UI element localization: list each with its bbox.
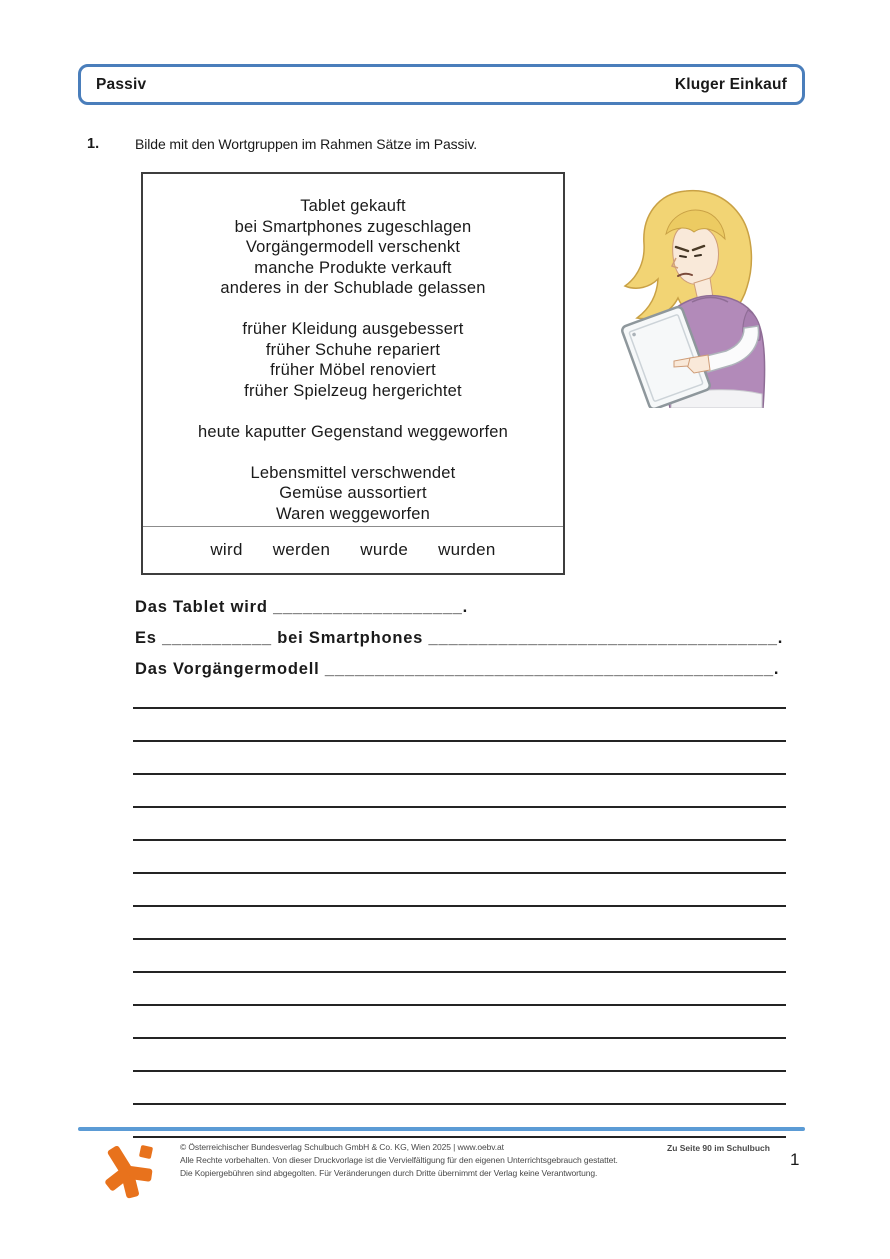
verb-row — [143, 526, 563, 573]
word-group-item: Vorgängermodell verschenkt — [245, 238, 461, 256]
verb-option: wurden — [438, 540, 496, 559]
writing-line — [133, 940, 786, 973]
word-group — [143, 463, 563, 525]
word-group — [143, 319, 563, 401]
copyright-line: © Österreichischer Bundesverlag Schulbuch GmbH & Co. KG, Wien 2025 | www.oebv.at — [180, 1142, 504, 1152]
writing-line — [133, 775, 786, 808]
writing-line — [133, 973, 786, 1006]
word-group-item: Gemüse aussortiert — [279, 484, 427, 502]
header-chapter: Kluger Einkauf — [674, 75, 787, 93]
task-number: 1. — [87, 136, 100, 152]
word-group — [143, 422, 563, 443]
writing-line — [133, 1006, 786, 1039]
footer-divider — [78, 1127, 805, 1131]
writing-line — [133, 808, 786, 841]
writing-line — [133, 1039, 786, 1072]
writing-line — [133, 676, 786, 709]
header-box — [78, 64, 805, 105]
writing-line — [133, 709, 786, 742]
word-group-item: anderes in der Schublade gelassen — [220, 279, 486, 297]
word-box — [141, 172, 565, 575]
word-group-item: bei Smartphones zugeschlagen — [234, 217, 472, 236]
girl-with-tablet-illustration — [608, 186, 780, 408]
word-group-item: manche Produkte verkauft — [254, 258, 452, 277]
writing-lines — [133, 676, 786, 1138]
book-reference: Zu Seite 90 im Schulbuch — [667, 1143, 770, 1153]
writing-line — [133, 1072, 786, 1105]
fill-in-sentence: Es ___________ bei Smartphones ___________________________________. — [135, 629, 784, 647]
word-group-item: früher Kleidung ausgebessert — [242, 320, 464, 338]
word-group-list — [143, 174, 563, 526]
fill-sentence-list — [135, 592, 815, 685]
copyright-block — [180, 1141, 660, 1180]
writing-line — [133, 874, 786, 907]
verb-option: wurde — [360, 540, 409, 559]
word-group-item: heute kaputter Gegenstand weggeworfen — [197, 422, 509, 441]
word-group-item: früher Schuhe repariert — [265, 340, 441, 359]
fill-in-sentence: Das Vorgängermodell _____________________________________________. — [135, 660, 780, 678]
word-group-item: Lebensmittel verschwendet — [250, 463, 456, 482]
oebv-logo-icon — [97, 1136, 161, 1200]
word-group-item: Tablet gekauft — [300, 197, 406, 215]
header-topic: Passiv — [96, 75, 147, 93]
writing-line — [133, 1105, 786, 1138]
fill-in-sentence: Das Tablet wird ___________________. — [135, 598, 469, 616]
verb-option: werden — [272, 540, 331, 559]
word-group-item: früher Spielzeug hergerichtet — [244, 381, 462, 400]
word-group-item: früher Möbel renoviert — [270, 361, 436, 379]
copyright-line: Alle Rechte vorbehalten. Von dieser Druckvorlage ist die Vervielfältigung für den eigenen Unterrichtsgebrauch gestattet. — [180, 1155, 618, 1165]
word-group-item: Waren weggeworfen — [275, 504, 431, 523]
page-number: 1 — [790, 1150, 800, 1169]
writing-line — [133, 907, 786, 940]
verb-option: wird — [210, 540, 243, 559]
copyright-line: Die Kopiergebühren sind abgegolten. Für Veränderungen durch Dritte übernimmt der Verlag keine Verantwortung. — [180, 1168, 598, 1178]
task-instruction: Bilde mit den Wortgruppen im Rahmen Sätze im Passiv. — [135, 136, 478, 152]
writing-line — [133, 742, 786, 775]
word-group — [143, 196, 563, 299]
writing-line — [133, 841, 786, 874]
